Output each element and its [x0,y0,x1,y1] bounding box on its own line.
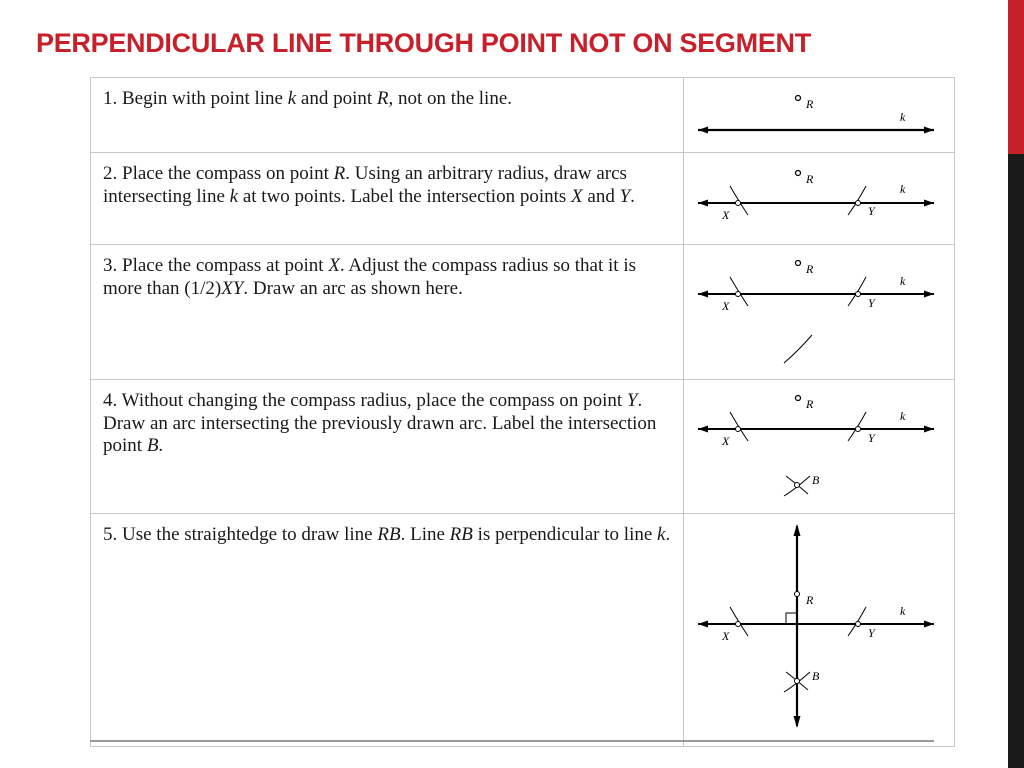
step-4-figure [684,380,955,514]
line-k-arrow-right [924,127,934,134]
point-x-marker [736,622,741,627]
point-r-marker [795,592,800,597]
point-x-marker [736,427,741,432]
step-3-figure [684,245,955,380]
point-y-marker [856,292,861,297]
point-x-marker [736,201,741,206]
label-y: Y [868,296,875,310]
label-y: Y [868,626,875,640]
step-2-text: 2. Place the compass on point R. Using an arbitrary radius, draw arcs intersecting line k at two points. Label the intersection points X and Y. [91,153,684,245]
label-r: R [806,97,814,111]
label-k: k [900,274,906,288]
label-b: B [812,669,820,683]
line-k-arrow-right [924,621,934,628]
label-y: Y [868,204,875,218]
label-x: X [722,299,730,313]
label-x: X [722,208,730,222]
point-r-marker [796,261,801,266]
step-row-1 [91,78,955,153]
label-k: k [900,604,906,618]
label-r: R [806,262,814,276]
step-4-text: 4. Without changing the compass radius, place the compass on point Y. Draw an arc intersecting the previously drawn arc. Label the intersection point B. [91,380,684,514]
step-row-2 [91,153,955,245]
label-k: k [900,409,906,423]
line-k-arrow-right [924,200,934,207]
label-y: Y [868,431,875,445]
point-r-marker [796,396,801,401]
point-y-marker [856,201,861,206]
label-x: X [722,434,730,448]
right-angle-mark [786,613,797,624]
line-k-arrow-left [698,200,708,207]
arc-from-x [784,335,812,363]
label-k: k [900,182,906,196]
point-r-marker [796,171,801,176]
slide-title: PERPENDICULAR LINE THROUGH POINT NOT ON SEGMENT [36,28,811,58]
point-y-marker [856,427,861,432]
accent-bar-bottom [1008,154,1024,768]
step-2-figure [684,153,955,245]
label-k: k [900,110,906,124]
point-b-marker [795,679,800,684]
step-5-figure [684,514,955,747]
step-3-text: 3. Place the compass at point X. Adjust the compass radius so that it is more than (1/2)XY. Draw an arc as shown here. [91,245,684,380]
line-k-arrow-left [698,291,708,298]
label-r: R [806,397,814,411]
line-k-arrow-right [924,426,934,433]
line-rb-arrow-bottom [794,716,801,728]
point-x-marker [736,292,741,297]
step-1-figure [684,78,955,153]
step-4-diagram [684,380,954,513]
step-3-diagram [684,245,954,379]
step-5-diagram [684,514,954,746]
line-k-arrow-left [698,621,708,628]
table-bottom-rule [90,740,934,742]
line-k-arrow-left [698,127,708,134]
label-x: X [722,629,730,643]
point-y-marker [856,622,861,627]
label-r: R [806,172,814,186]
accent-bar-top [1008,0,1024,154]
label-r: R [806,593,814,607]
step-2-diagram [684,153,954,244]
label-b: B [812,473,820,487]
step-5-text: 5. Use the straightedge to draw line RB. Line RB is perpendicular to line k. [91,514,684,747]
line-rb-arrow-top [794,524,801,536]
construction-steps-table [90,77,955,747]
step-1-diagram [684,78,954,152]
step-1-text: 1. Begin with point line k and point R, not on the line. [91,78,684,153]
point-r-marker [796,96,801,101]
step-row-3 [91,245,955,380]
line-k-arrow-right [924,291,934,298]
line-k-arrow-left [698,426,708,433]
step-row-5 [91,514,955,747]
step-row-4 [91,380,955,514]
point-b-marker [795,483,800,488]
